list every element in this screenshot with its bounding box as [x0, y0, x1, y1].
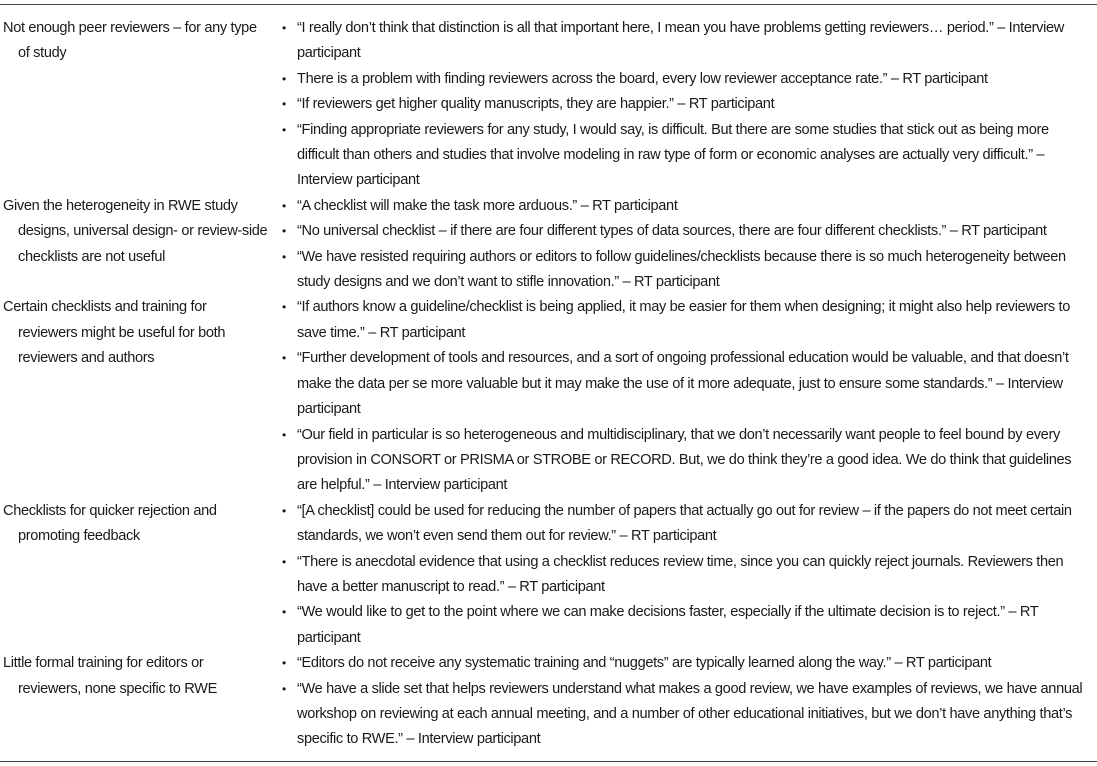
quote-list: [282, 295, 1094, 498]
quote-item: [282, 295, 1094, 346]
quote-item: [282, 194, 1094, 219]
bullet-icon: •: [282, 21, 286, 35]
quote-item: [282, 67, 1094, 92]
bullet-icon: •: [282, 656, 286, 671]
quote-list: [282, 499, 1094, 651]
bullet-icon: •: [282, 351, 286, 366]
quote-list: [282, 16, 1094, 194]
quote-text: “There is anecdotal evidence that using a checklist reduces review time, since you can quickly reject journals. Reviewers then have a better manuscript to read.” – RT participant: [297, 553, 1064, 595]
table-row: [0, 295, 1097, 498]
table-bottom-rule: [0, 761, 1097, 762]
quote-text: “Finding appropriate reviewers for any study, I would say, is difficult. But there are some studies that stick out as being more difficult than others and studies that involve modeling in raw type of form or economic analyses are actually very difficult.” – Interview participant: [297, 121, 1049, 189]
quote-item: [282, 550, 1094, 601]
bullet-icon: •: [282, 97, 286, 112]
quote-item: [282, 600, 1094, 651]
quote-text: “Further development of tools and resources, and a sort of ongoing professional education would be valuable, and that doesn’t make the data per se more valuable but it may make the use of it more adequate, just to ensure some standards.” – Interview participant: [297, 350, 1069, 418]
bullet-icon: •: [282, 503, 286, 518]
quote-item: [282, 219, 1094, 244]
quote-text: “[A checklist] could be used for reducing the number of papers that actually go out for review – if the papers do not meet certain standards, we won’t even send them out for review.” – RT participant: [297, 502, 1072, 545]
quote-text: “I really don’t think that distinction is all that important here, I mean you have problems getting reviewers… period.” – Interview participant: [297, 20, 1064, 62]
bullet-icon: •: [282, 224, 286, 239]
table-row: [0, 194, 1097, 296]
table-top-rule: [0, 4, 1097, 5]
table-row: [0, 499, 1097, 651]
quote-item: [282, 118, 1094, 194]
quote-text: “No universal checklist – if there are four different types of data sources, there are four different checklists.” – RT participant: [297, 223, 1047, 240]
quote-list: [282, 194, 1094, 296]
quote-item: [282, 677, 1094, 753]
quote-text: “We have a slide set that helps reviewers understand what makes a good review, we have examples of reviews, we have annual workshop on reviewing at each annual meeting, and a number of other educational initiatives, but we don’t have anything that’s specific to RWE.” – Interview participant: [297, 680, 1083, 748]
quote-text: There is a problem with finding reviewers across the board, every low reviewer acceptance rate.” – RT participant: [297, 70, 988, 87]
bullet-icon: •: [282, 249, 286, 264]
quote-text: “Our field in particular is so heterogeneous and multidisciplinary, that we don’t necessarily want people to feel bound by every provision in CONSORT or PRISMA or STROBE or RECORD. But, we do think they’re a good idea. We do think that guidelines are helpful.” – Interview participant: [297, 426, 1072, 494]
bullet-icon: •: [282, 71, 286, 86]
quote-item: [282, 499, 1094, 550]
quote-text: “If authors know a guideline/checklist is being applied, it may be easier for them when designing; it might also help reviewers to save time.” – RT participant: [297, 299, 1070, 341]
bullet-icon: •: [282, 554, 286, 569]
themes-quotes-table: [0, 16, 1097, 753]
theme-cell: Certain checklists and training for reviewers might be useful for both reviewers and authors: [3, 299, 226, 367]
quote-list: [282, 651, 1094, 753]
bullet-icon: •: [282, 605, 286, 620]
quote-item: [282, 92, 1094, 117]
bullet-icon: •: [282, 122, 286, 137]
bullet-icon: •: [282, 300, 286, 315]
theme-cell: Given the heterogeneity in RWE study designs, universal design- or review-side checklists are not useful: [3, 197, 268, 265]
quote-text: “A checklist will make the task more arduous.” – RT participant: [297, 197, 678, 214]
bullet-icon: •: [282, 427, 286, 442]
table-row: [0, 651, 1097, 753]
quote-item: [282, 245, 1094, 296]
quote-text: “Editors do not receive any systematic training and “nuggets” are typically learned along the way.” – RT participant: [297, 655, 992, 672]
quote-text: “If reviewers get higher quality manuscripts, they are happier.” – RT participant: [297, 96, 775, 113]
table-row: [0, 16, 1097, 194]
quote-text: “We would like to get to the point where we can make decisions faster, especially if the ultimate decision is to reject.” – RT participant: [297, 604, 1039, 646]
quote-item: [282, 651, 1094, 676]
quote-item: [282, 346, 1094, 422]
theme-cell: Checklists for quicker rejection and promoting feedback: [3, 502, 217, 545]
quote-item: [282, 423, 1094, 499]
bullet-icon: •: [282, 681, 286, 696]
theme-cell: Little formal training for editors or reviewers, none specific to RWE: [3, 655, 217, 697]
quote-text: “We have resisted requiring authors or editors to follow guidelines/checklists because there is so much heterogeneity between study designs and we don’t want to stifle innovation.” – RT participant: [297, 248, 1066, 291]
bullet-icon: •: [282, 198, 286, 213]
quote-item: [282, 16, 1094, 67]
theme-cell: Not enough peer reviewers – for any type of study: [3, 20, 257, 62]
